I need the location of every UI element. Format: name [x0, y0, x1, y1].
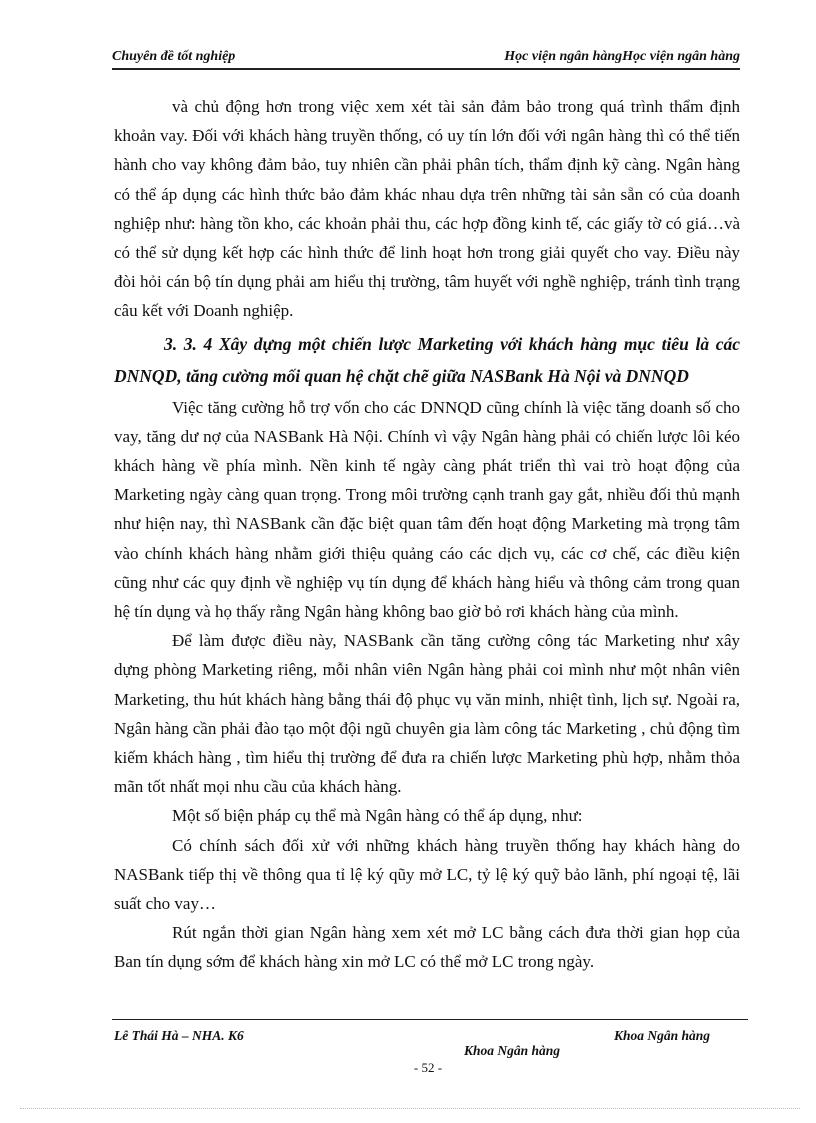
footer-author: Lê Thái Hà – NHA. K6 [114, 1028, 244, 1043]
paragraph-measures-intro: Một số biện pháp cụ thể mà Ngân hàng có thể áp dụng, như: [172, 806, 583, 826]
page-header [112, 46, 740, 70]
header-right-title: Học viện ngân hàngHọc viện ngân hàng [504, 49, 740, 64]
paragraph-measure-lc: Rút ngắn thời gian Ngân hàng xem xét mở LC bằng cách đưa thời gian họp của Ban tín dụng sớm để khách hàng xin mở LC có thể mở LC trong ngày. [114, 923, 740, 972]
page-number: - 52 - [413, 1060, 443, 1075]
section-heading: 3. 3. 4 Xây dựng một chiến lược Marketing với khách hàng mục tiêu là các DNNQD, tăng cường mối quan hệ chặt chẽ giữa NASBank Hà Nội và DNNQD [114, 333, 740, 386]
footer-faculty-center: Khoa Ngân hàng [464, 1043, 561, 1058]
header-left-title: Chuyên đề tốt nghiệp [112, 49, 236, 64]
page-bottom-border [20, 1108, 800, 1109]
paragraph-marketing-department: Để làm được điều này, NASBank cần tăng cường công tác Marketing như xây dựng phòng Marketing riêng, mỗi nhân viên Ngân hàng phải coi mình như một nhân viên Marketing, thu hút khách hàng bằng thái độ phục vụ văn minh, nhiệt tình, lịch sự. Ngoài ra, Ngân hàng cần phải đào tạo một đội ngũ chuyên gia làm công tác Marketing , chủ động tìm kiếm khách hàng , tìm hiểu thị trường để đưa ra chiến lược Marketing phù hợp, nhằm thỏa mãn tốt nhất mọi nhu cầu của khách hàng. [114, 631, 740, 797]
footer-faculty-right: Khoa Ngân hàng [614, 1028, 711, 1043]
footer-divider [112, 1019, 748, 1020]
paragraph-measure-policy: Có chính sách đối xử với những khách hàng truyền thống hay khách hàng do NASBank tiếp thị về thông qua tỉ lệ ký qũy mở LC, tỷ lệ ký quỹ bảo lãnh, phí ngoại tệ, lãi suất cho vay… [114, 835, 740, 914]
paragraph-marketing-strategy: Việc tăng cường hỗ trợ vốn cho các DNNQD cũng chính là việc tăng doanh số cho vay, tăng dư nợ của NASBank Hà Nội. Chính vì vậy Ngân hàng phải có chiến lược lôi kéo khách hàng về phía mình. Nền kinh tế ngày càng phát triển thì vai trò hoạt động của Marketing ngày càng quan trọng. Trong môi trường cạnh tranh gay gắt, nhiều đối thủ mạnh như hiện nay, thì NASBank cần đặc biệt quan tâm đến hoạt động Marketing mà trọng tâm vào chính khách hàng nhằm giới thiệu quảng cáo các dịch vụ, các cơ chế, các điều kiện cũng như các quy định về nghiệp vụ tín dụng để khách hàng hiểu và thông cảm trong quan hệ tín dụng và họ thấy rằng Ngân hàng không bao giờ bỏ rơi khách hàng của mình. [114, 397, 740, 622]
page-body [114, 92, 740, 977]
paragraph-collateral: và chủ động hơn trong việc xem xét tài sản đảm bảo trong quá trình thẩm định khoản vay. Đối với khách hàng truyền thống, có uy tín lớn đối với ngân hàng thì có thể tiến hành cho vay không đảm bảo, tuy nhiên cần phải phân tích, thẩm định kỹ càng. Ngân hàng có thể áp dụng các hình thức bảo đảm khác nhau dựa trên những tài sản sẵn có của doanh nghiệp như: hàng tồn kho, các khoản phải thu, các hợp đồng kinh tế, các giấy tờ có giá…và có thể sử dụng kết hợp các hình thức để linh hoạt hơn trong giải quyết cho vay. Điều này đòi hỏi cán bộ tín dụng phải am hiểu thị trường, tâm huyết với nghề nghiệp, tránh tình trạng câu kết với Doanh nghiệp. [114, 97, 740, 321]
